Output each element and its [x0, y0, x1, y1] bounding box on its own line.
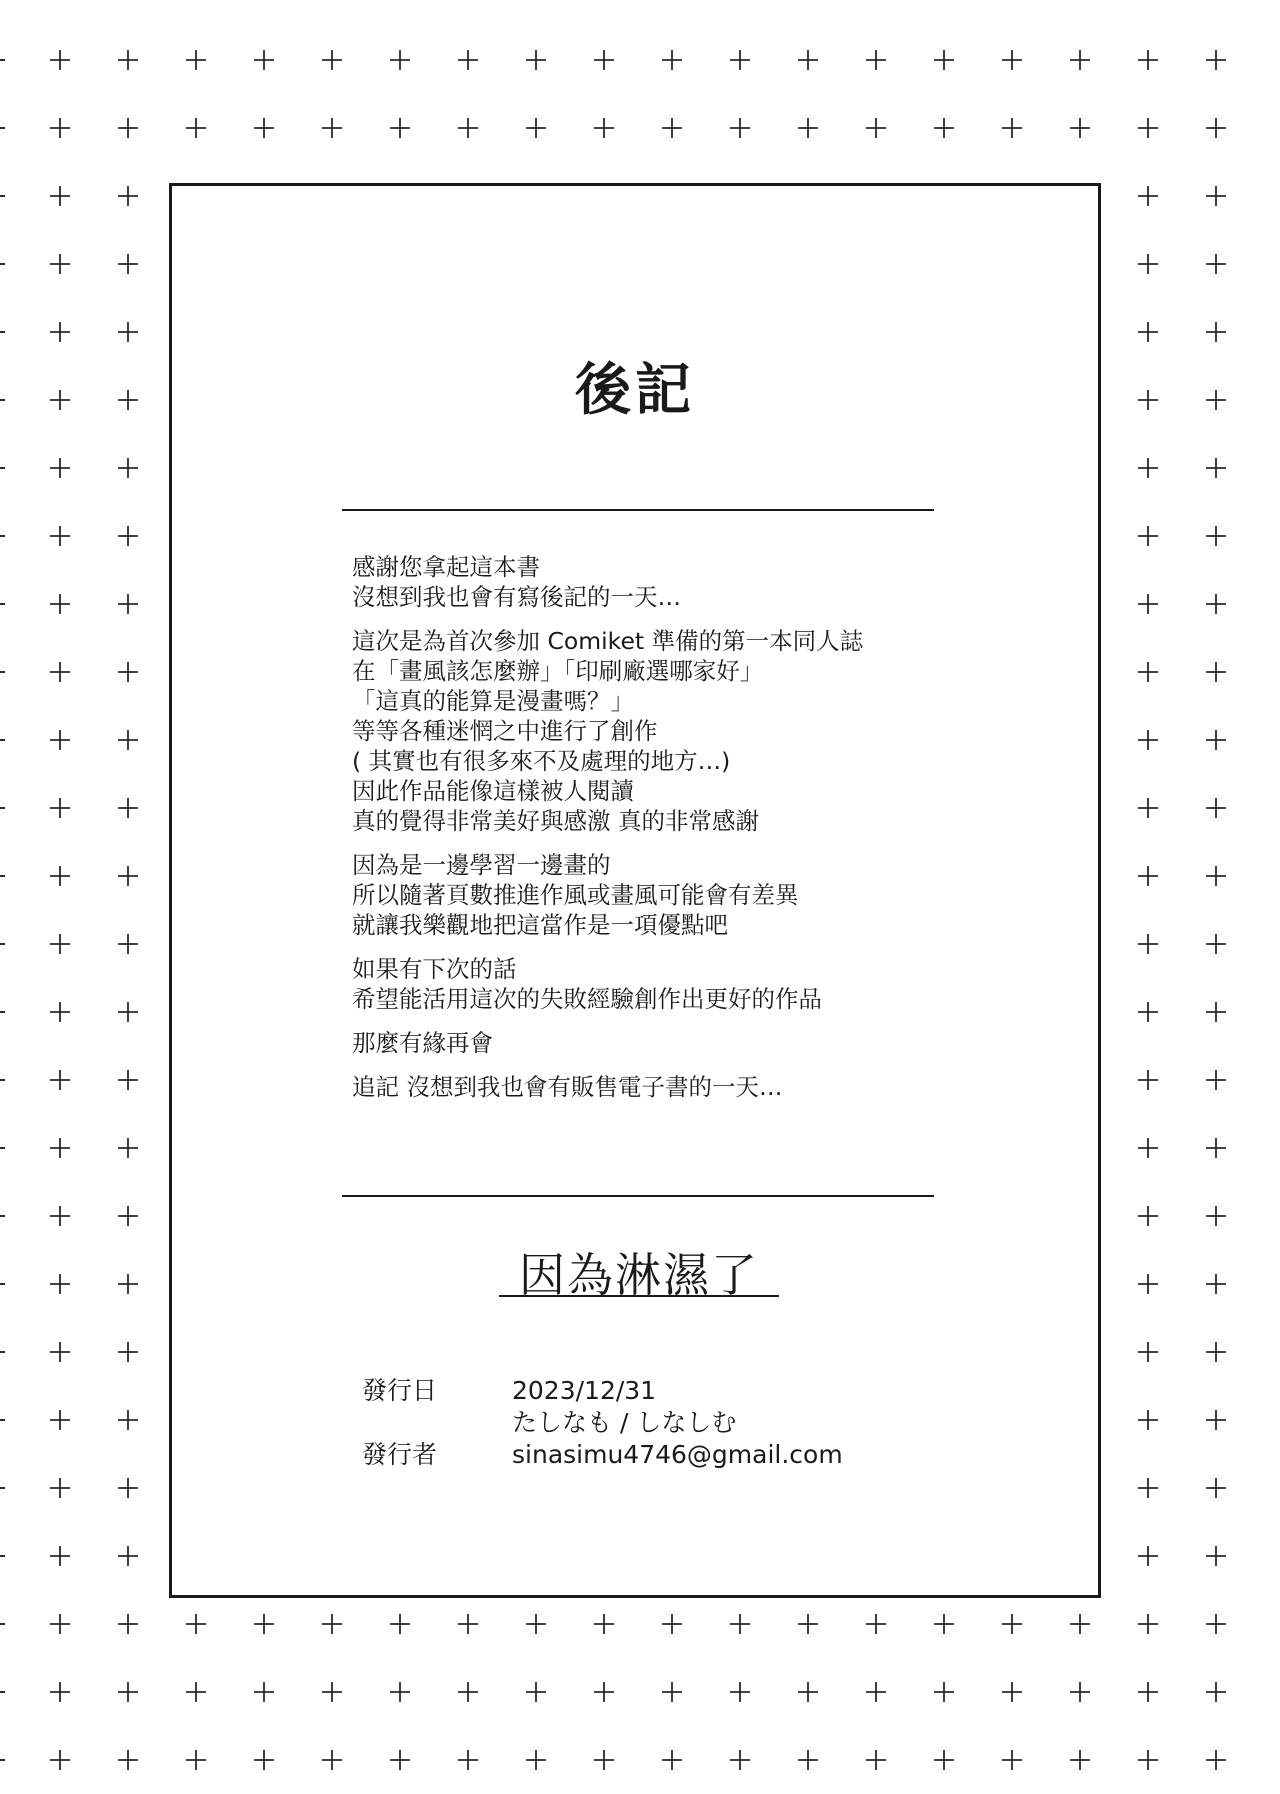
plus-mark	[50, 1274, 70, 1294]
plus-mark	[50, 1342, 70, 1362]
plus-mark	[118, 1750, 138, 1770]
plus-mark	[1138, 1070, 1158, 1090]
plus-mark	[662, 1682, 682, 1702]
plus-mark	[50, 1410, 70, 1430]
plus-mark	[118, 1342, 138, 1362]
plus-mark	[1206, 186, 1226, 206]
plus-mark	[1138, 1614, 1158, 1634]
plus-mark	[1138, 1478, 1158, 1498]
plus-mark	[594, 1614, 614, 1634]
plus-mark	[1138, 934, 1158, 954]
plus-mark	[1002, 118, 1022, 138]
plus-mark	[50, 1682, 70, 1702]
plus-mark	[662, 118, 682, 138]
plus-mark	[1138, 458, 1158, 478]
afterword-paragraph	[352, 1028, 952, 1058]
plus-mark	[798, 1682, 818, 1702]
plus-mark	[118, 254, 138, 274]
plus-mark	[798, 50, 818, 70]
plus-mark	[118, 526, 138, 546]
plus-mark	[1138, 1206, 1158, 1226]
plus-mark	[1206, 1682, 1226, 1702]
date-label: 發行日	[362, 1376, 438, 1405]
plus-mark	[118, 594, 138, 614]
publisher-label: 發行者	[362, 1440, 438, 1469]
afterword-paragraph	[352, 1072, 952, 1102]
plus-mark	[1138, 118, 1158, 138]
plus-mark	[1206, 1546, 1226, 1566]
plus-mark	[50, 254, 70, 274]
plus-mark	[1002, 1682, 1022, 1702]
afterword-line: 真的覺得非常美好與感激 真的非常感謝	[352, 807, 759, 835]
plus-mark	[254, 1682, 274, 1702]
plus-mark	[50, 1546, 70, 1566]
plus-mark	[730, 50, 750, 70]
plus-mark	[1206, 798, 1226, 818]
plus-mark	[1138, 798, 1158, 818]
plus-mark	[254, 1614, 274, 1634]
plus-mark	[1070, 50, 1090, 70]
plus-mark	[118, 50, 138, 70]
plus-mark	[390, 1750, 410, 1770]
colophon-publisher-row	[362, 1439, 962, 1471]
plus-mark	[254, 1750, 274, 1770]
afterword-line: 在「畫風該怎麼辦」「印刷廠選哪家好」	[352, 657, 764, 685]
plus-mark	[186, 1614, 206, 1634]
plus-mark	[254, 50, 274, 70]
plus-mark	[594, 118, 614, 138]
plus-mark	[526, 1750, 546, 1770]
plus-mark	[798, 1750, 818, 1770]
plus-mark	[458, 1750, 478, 1770]
plus-mark	[866, 1682, 886, 1702]
plus-mark	[526, 50, 546, 70]
plus-mark	[934, 1614, 954, 1634]
plus-mark	[186, 1682, 206, 1702]
plus-mark	[1138, 1750, 1158, 1770]
plus-mark	[1206, 1138, 1226, 1158]
plus-mark	[1206, 1478, 1226, 1498]
plus-mark	[594, 50, 614, 70]
plus-mark	[118, 118, 138, 138]
plus-mark	[50, 730, 70, 750]
plus-mark	[1206, 254, 1226, 274]
plus-mark	[730, 118, 750, 138]
plus-mark	[1138, 390, 1158, 410]
afterword-line: 追記 沒想到我也會有販售電子書的一天…	[352, 1073, 783, 1101]
plus-mark	[50, 526, 70, 546]
plus-mark	[1138, 1546, 1158, 1566]
plus-mark	[1002, 1614, 1022, 1634]
plus-mark	[186, 118, 206, 138]
plus-mark	[458, 50, 478, 70]
top-divider	[342, 509, 934, 511]
plus-mark	[118, 1138, 138, 1158]
plus-mark	[1138, 254, 1158, 274]
plus-mark	[322, 118, 342, 138]
afterword-line: 感謝您拿起這本書	[352, 553, 540, 581]
afterword-frame	[169, 183, 1101, 1598]
plus-mark	[118, 186, 138, 206]
plus-mark	[50, 934, 70, 954]
colophon-date-row	[362, 1375, 962, 1407]
publisher-email[interactable]: sinasimu4746@gmail.com	[512, 1440, 843, 1469]
plus-mark	[50, 798, 70, 818]
plus-mark	[1138, 1002, 1158, 1022]
plus-mark	[1206, 458, 1226, 478]
afterword-line: 因為是一邊學習一邊畫的	[352, 851, 611, 879]
plus-mark	[662, 1750, 682, 1770]
plus-mark	[866, 1750, 886, 1770]
afterword-line: 希望能活用這次的失敗經驗創作出更好的作品	[352, 985, 822, 1013]
plus-mark	[798, 1614, 818, 1634]
plus-mark	[118, 1546, 138, 1566]
plus-mark	[594, 1750, 614, 1770]
plus-mark	[118, 1206, 138, 1226]
plus-mark	[118, 1682, 138, 1702]
plus-mark	[1206, 594, 1226, 614]
plus-mark	[322, 1614, 342, 1634]
book-title: 因為淋濕了	[519, 1248, 759, 1302]
plus-mark	[1138, 594, 1158, 614]
plus-mark	[1206, 662, 1226, 682]
plus-mark	[866, 50, 886, 70]
plus-mark	[118, 1002, 138, 1022]
plus-mark	[458, 1682, 478, 1702]
plus-mark	[526, 1614, 546, 1634]
plus-mark	[866, 118, 886, 138]
plus-mark	[322, 1682, 342, 1702]
plus-mark	[118, 390, 138, 410]
plus-mark	[1138, 50, 1158, 70]
plus-mark	[50, 1070, 70, 1090]
plus-mark	[390, 1682, 410, 1702]
plus-mark	[730, 1750, 750, 1770]
plus-mark	[1138, 662, 1158, 682]
plus-mark	[118, 934, 138, 954]
afterword-line: 因此作品能像這樣被人閱讀	[352, 777, 634, 805]
plus-mark	[1206, 118, 1226, 138]
plus-mark	[1070, 1614, 1090, 1634]
plus-mark	[1206, 1274, 1226, 1294]
plus-mark	[1206, 1750, 1226, 1770]
plus-mark	[118, 1614, 138, 1634]
plus-mark	[458, 1614, 478, 1634]
plus-mark	[1206, 1342, 1226, 1362]
plus-mark	[730, 1614, 750, 1634]
plus-mark	[186, 1750, 206, 1770]
afterword-line: 這次是為首次參加 Comiket 準備的第一本同人誌	[352, 627, 864, 655]
plus-mark	[50, 1478, 70, 1498]
plus-mark	[50, 1750, 70, 1770]
plus-mark	[50, 1206, 70, 1226]
plus-mark	[1206, 730, 1226, 750]
date-value: 2023/12/31	[512, 1376, 657, 1405]
plus-mark	[798, 118, 818, 138]
plus-mark	[50, 50, 70, 70]
afterword-paragraph	[352, 954, 952, 1014]
afterword-paragraph	[352, 850, 952, 940]
plus-mark	[1002, 50, 1022, 70]
plus-mark	[662, 1614, 682, 1634]
plus-mark	[526, 118, 546, 138]
plus-mark	[118, 730, 138, 750]
plus-mark	[50, 390, 70, 410]
afterword-line: 所以隨著頁數推進作風或畫風可能會有差異	[352, 881, 799, 909]
plus-mark	[118, 1274, 138, 1294]
afterword-line: 那麼有緣再會	[352, 1029, 493, 1057]
colophon	[362, 1375, 962, 1471]
plus-mark	[1070, 1750, 1090, 1770]
plus-mark	[1138, 1138, 1158, 1158]
plus-mark	[1138, 322, 1158, 342]
plus-mark	[118, 1410, 138, 1430]
book-title-underline	[499, 1295, 779, 1297]
plus-mark	[118, 458, 138, 478]
plus-mark	[866, 1614, 886, 1634]
plus-mark	[322, 50, 342, 70]
plus-mark	[254, 118, 274, 138]
plus-mark	[390, 1614, 410, 1634]
plus-mark	[1206, 1614, 1226, 1634]
plus-mark	[1206, 1410, 1226, 1430]
plus-mark	[662, 50, 682, 70]
afterword-line: ( 其實也有很多來不及處理的地方…)	[352, 747, 731, 775]
plus-mark	[1070, 118, 1090, 138]
plus-mark	[50, 118, 70, 138]
plus-mark	[1002, 1750, 1022, 1770]
plus-mark	[934, 50, 954, 70]
plus-mark	[50, 458, 70, 478]
afterword-line: 等等各種迷惘之中進行了創作	[352, 717, 658, 745]
plus-mark	[1206, 526, 1226, 546]
plus-mark	[322, 1750, 342, 1770]
plus-mark	[934, 1750, 954, 1770]
plus-mark	[1206, 50, 1226, 70]
afterword-line: 如果有下次的話	[352, 955, 517, 983]
plus-mark	[50, 594, 70, 614]
plus-mark	[50, 322, 70, 342]
plus-mark	[118, 662, 138, 682]
page-title: 後記	[575, 358, 695, 423]
plus-mark	[1206, 1206, 1226, 1226]
plus-mark	[50, 1002, 70, 1022]
plus-mark	[50, 1138, 70, 1158]
plus-mark	[1138, 1342, 1158, 1362]
plus-mark	[1138, 730, 1158, 750]
plus-mark	[1206, 1070, 1226, 1090]
afterword-line: 沒想到我也會有寫後記的一天…	[352, 583, 681, 611]
plus-mark	[1070, 1682, 1090, 1702]
plus-mark	[1138, 1274, 1158, 1294]
plus-mark	[50, 1614, 70, 1634]
plus-mark	[50, 866, 70, 886]
afterword-paragraph	[352, 552, 952, 612]
publisher-name: たしなも / しなしむ	[512, 1408, 737, 1437]
plus-mark	[1138, 186, 1158, 206]
plus-mark	[186, 50, 206, 70]
plus-mark	[1138, 866, 1158, 886]
plus-mark	[118, 322, 138, 342]
afterword-line: 「這真的能算是漫畫嗎？」	[352, 687, 634, 715]
plus-mark	[1206, 934, 1226, 954]
bottom-divider	[342, 1195, 934, 1197]
plus-mark	[118, 798, 138, 818]
plus-mark	[1138, 1682, 1158, 1702]
plus-mark	[390, 118, 410, 138]
plus-mark	[50, 662, 70, 682]
afterword-paragraph	[352, 626, 952, 836]
colophon-publisher-name-row	[362, 1407, 962, 1439]
plus-mark	[118, 1478, 138, 1498]
plus-mark	[730, 1682, 750, 1702]
plus-mark	[118, 1070, 138, 1090]
plus-mark	[458, 118, 478, 138]
plus-mark	[50, 186, 70, 206]
plus-mark	[526, 1682, 546, 1702]
plus-mark	[594, 1682, 614, 1702]
plus-mark	[1206, 1002, 1226, 1022]
plus-mark	[390, 50, 410, 70]
afterword-line: 就讓我樂觀地把這當作是一項優點吧	[352, 911, 728, 939]
plus-mark	[118, 866, 138, 886]
plus-mark	[1206, 866, 1226, 886]
plus-mark	[934, 118, 954, 138]
plus-mark	[1206, 390, 1226, 410]
plus-mark	[934, 1682, 954, 1702]
plus-mark	[1206, 322, 1226, 342]
plus-mark	[1138, 1410, 1158, 1430]
plus-mark	[1138, 526, 1158, 546]
afterword-body	[352, 552, 952, 1116]
